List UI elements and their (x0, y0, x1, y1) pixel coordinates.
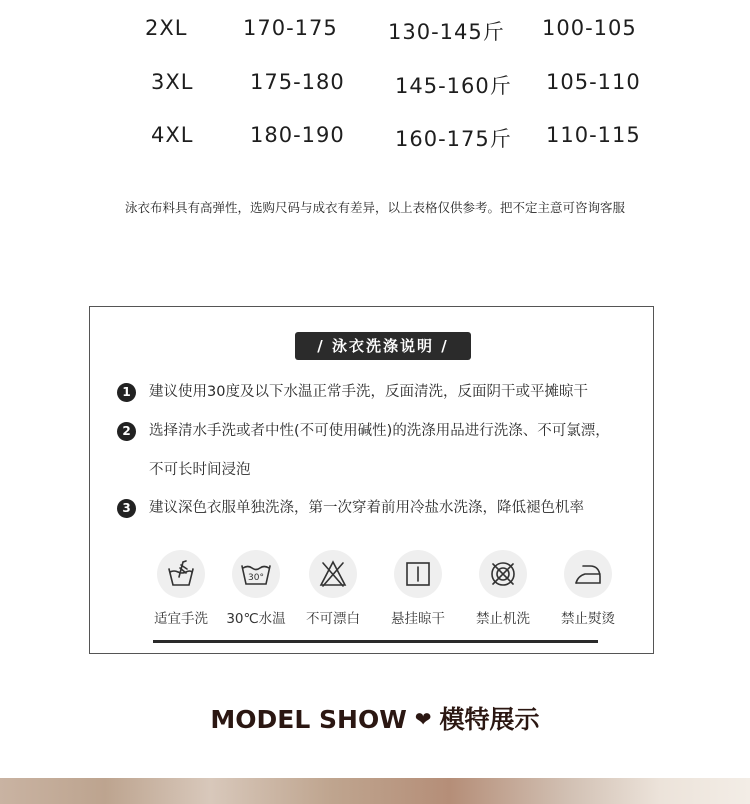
model-show-heading (0, 700, 750, 736)
hang-dry-icon (394, 550, 442, 598)
size-cell: 170-175 (243, 16, 338, 40)
care-rule-text: 建议使用30度及以下水温正常手洗，反面清洗，反面阴干或平摊晾干 (149, 384, 588, 400)
size-cell: 3XL (151, 70, 194, 94)
model-show-subtitle: 模特展示 (439, 705, 540, 734)
no-machine-wash-icon (479, 550, 527, 598)
number-badge: 2 (117, 422, 136, 441)
care-icon-label: 适宜手洗 (154, 611, 208, 627)
size-cell: 180-190 (250, 123, 345, 147)
size-cell: 160-175斤 (395, 127, 512, 151)
care-icon-label: 禁止机洗 (476, 611, 530, 627)
care-rule-text: 不可长时间浸泡 (149, 462, 251, 478)
size-cell: 100-105 (542, 16, 637, 40)
no-bleach-icon (309, 550, 357, 598)
size-cell: 4XL (151, 123, 194, 147)
heart-icon: ❤ (414, 707, 432, 731)
divider (153, 640, 598, 643)
hand-wash-icon (157, 550, 205, 598)
size-cell: 130-145斤 (388, 20, 505, 44)
care-icon-label: 悬挂晾干 (391, 611, 445, 627)
model-photo (0, 778, 750, 804)
care-instructions-box (89, 306, 654, 654)
size-row-2xl (0, 16, 750, 56)
temperature-mark: 30° (248, 573, 264, 583)
size-cell: 175-180 (250, 70, 345, 94)
number-badge: 3 (117, 499, 136, 518)
care-icon-label: 不可漂白 (306, 611, 360, 627)
care-icon-label: 30℃水温 (226, 611, 286, 627)
care-rule-text: 建议深色衣服单独洗涤，第一次穿着前用冷盐水洗涤，降低褪色机率 (149, 500, 584, 516)
size-row-4xl (0, 123, 750, 163)
size-cell: 110-115 (546, 123, 641, 147)
size-row-3xl (0, 70, 750, 110)
size-cell: 2XL (145, 16, 188, 40)
no-iron-icon (564, 550, 612, 598)
wash-30-icon (232, 550, 280, 598)
care-icon-label: 禁止熨烫 (561, 611, 615, 627)
size-note: 泳衣布料具有高弹性，选购尺码与成衣有差异，以上表格仅供参考。把不定主意可咨询客服 (124, 200, 625, 215)
care-title: / 泳衣洗涤说明 / (295, 332, 471, 360)
care-rule-text: 选择清水手洗或者中性(不可使用碱性)的洗涤用品进行洗涤、不可氯漂， (149, 423, 610, 439)
size-cell: 145-160斤 (395, 74, 512, 98)
size-cell: 105-110 (546, 70, 641, 94)
number-badge: 1 (117, 383, 136, 402)
model-show-title: MODEL SHOW (210, 705, 407, 734)
